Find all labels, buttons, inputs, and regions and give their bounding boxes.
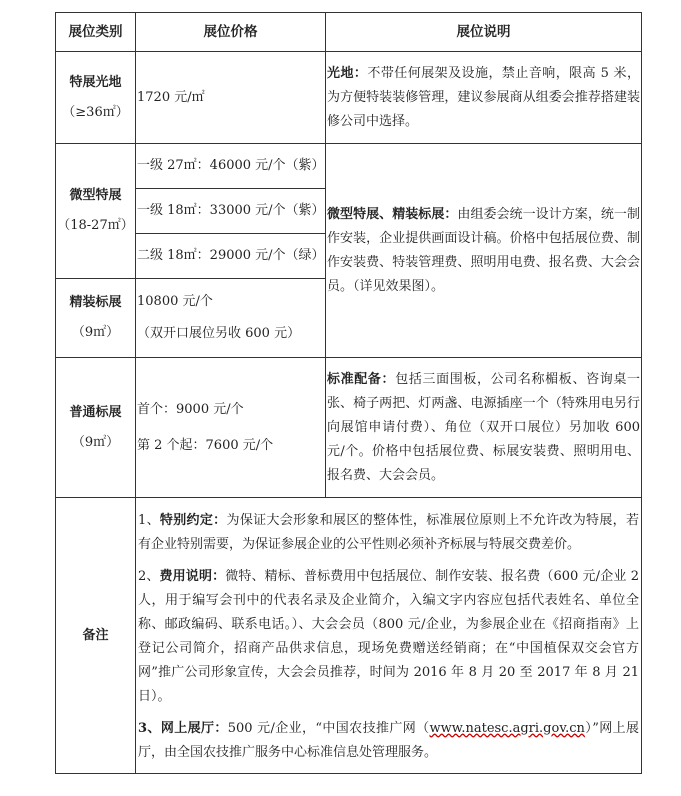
remark-2 [138,565,639,709]
remark-3 [138,717,639,765]
category-cell [56,358,136,498]
price-cell: 1720 元/㎡ [136,52,326,144]
category-cell [56,52,136,144]
category-size: （≥36㎡） [62,104,129,120]
header-category: 展位类别 [56,13,136,52]
category-name: 特展光地 [69,74,122,90]
category-size: （18-27㎡） [57,218,134,233]
remark-text: 微特、精标、普标费用中包括展位、制作安装、报名费（600 元/企业 2 人，用于编写会刊中的代表名录及企业简介，入编文字内容应包括代表姓名、单位全称、邮政编码、联系电话。）、大会会员（800 元/企业，为参展企业在《招商指南》上登记公司简介，招商产品供求信息，现场免费赠送经销商；在“中国植保双交会官方网”推广公司形象宣传，大会会员推荐，时间为 2016 年 8 月 20 至 2017 年 8 月 21 日）。 [138,568,639,704]
description-label: 光地： [327,65,368,81]
booth-price-table [55,12,642,774]
category-cell [56,144,136,279]
remark-number: 3、 [138,720,161,736]
remark-number: 2、 [138,568,160,584]
category-cell: 备注 [56,498,136,774]
remark-label: 网上展厅： [160,720,228,736]
header-description: 展位说明 [326,13,642,52]
price-cell: 一级 27㎡：46000 元/个（紫） [136,144,326,189]
description-label: 微型特展、精装标展： [327,206,458,222]
description-cell [326,144,642,358]
row-standard [56,358,642,498]
description-cell [326,52,642,144]
description-text: 由组委会统一设计方案，统一制作安装，企业提供画面设计稿。价格中包括展位费、制作安装费、特装管理费、照明用电费、报名费、大会会员。（详见效果图）。 [327,206,640,294]
category-cell [56,279,136,358]
remark-label: 特别约定： [159,512,227,528]
header-row [56,13,642,52]
remark-text: 500 元/企业，“中国农技推广网（ [227,720,430,736]
category-size: （9㎡） [71,434,120,450]
description-label: 标准配备： [327,371,396,387]
category-name: 普通标展 [69,404,122,420]
row-mini-special-1 [56,144,642,189]
description-text: 包括三面围板，公司名称楣板、咨询桌一张、椅子两把、灯两盏、电源插座一个（特殊用电另行向展馆申请付费）、角位（双开口展位）另加收 600 元/个。价格中包括展位费、标展安装费、照明用电、报名费、大会会员。 [327,371,640,483]
price-line: 首个：9000 元/个 [137,401,244,417]
header-price: 展位价格 [136,13,326,52]
price-cell: 一级 18㎡：33000 元/个（紫） [136,189,326,234]
remark-1 [138,509,639,557]
remark-number: 1、 [138,512,160,528]
price-cell [136,358,326,498]
category-name: 微型特展 [69,188,122,203]
remark-text: 为保证大会形象和展区的整体性，标准展位原则上不允许改为特展，若有企业特别需要，为保证参展企业的公平性则必须补齐标展与特展交费差价。 [138,512,639,552]
category-name: 精装标展 [69,295,122,310]
row-raw-space [56,52,642,144]
row-remarks [56,498,642,774]
price-line: 第 2 个起：7600 元/个 [137,437,274,453]
description-cell [326,358,642,498]
price-cell [136,279,326,358]
price-line: （双开口展位另收 600 元） [137,326,301,341]
price-line: 10800 元/个 [137,294,213,309]
remark-text: ）”网上展厅，由全国农技推广服务中心标准信息处管理服务。 [138,720,639,760]
price-cell: 二级 18㎡：29000 元/个（绿） [136,234,326,279]
website-link[interactable]: www.natesc.agri.gov.cn [429,720,585,736]
remarks-cell [136,498,642,774]
description-text: 不带任何展架及设施，禁止音响，限高 5 米，为方便特装装修管理，建议参展商从组委会推荐搭建装修公司中选择。 [327,65,640,129]
category-size: （9㎡） [71,325,120,340]
remark-label: 费用说明： [159,568,226,584]
